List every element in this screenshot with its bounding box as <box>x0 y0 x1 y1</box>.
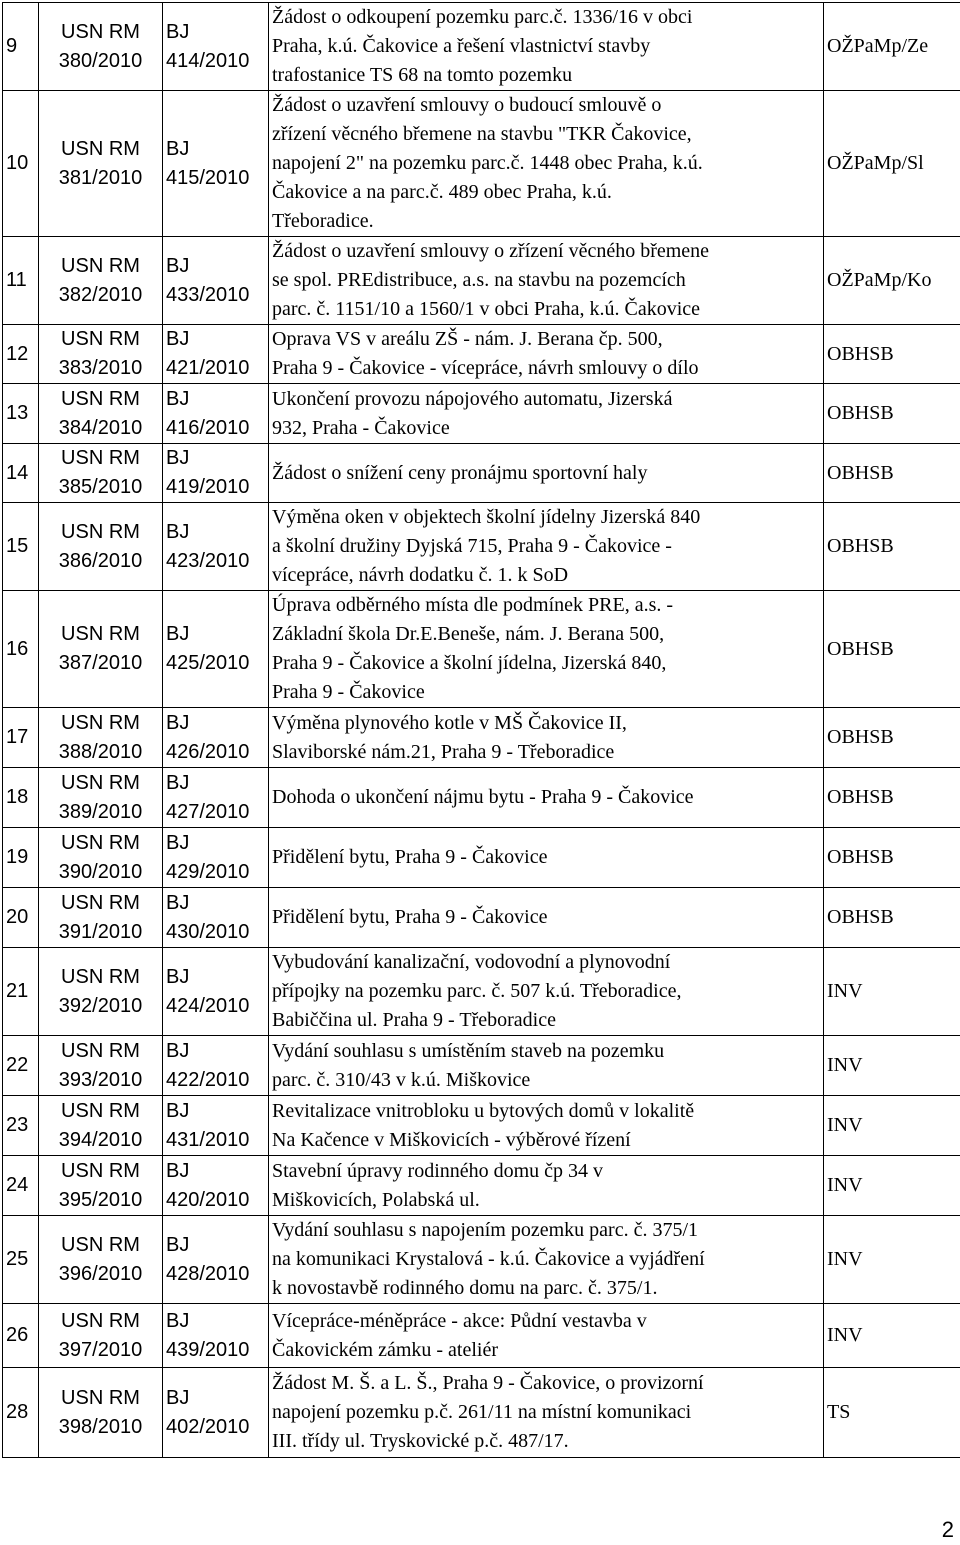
resolution-number-cell <box>39 325 163 384</box>
table-row <box>3 591 960 708</box>
resolution-number: 388/2010 <box>58 740 143 763</box>
item-description <box>269 91 824 237</box>
item-reference-cell <box>163 591 269 708</box>
department-code: INV <box>824 1156 960 1216</box>
resolution-number: 382/2010 <box>58 283 143 306</box>
description-line: Žádost o uzavření smlouvy o budoucí smlouvě o <box>272 94 662 116</box>
description-line: Čakovickém zámku - ateliér <box>272 1338 499 1361</box>
description-line: Vydání souhlasu s umístěním staveb na pozemku <box>272 1039 665 1062</box>
description-line: Základní škola Dr.E.Beneše, nám. J. Berana 500, <box>272 623 665 645</box>
reference-prefix: BJ <box>166 520 190 543</box>
resolution-number-cell <box>39 888 163 948</box>
resolution-prefix: USN RM <box>61 328 140 350</box>
table-row <box>3 503 960 591</box>
table-row <box>3 828 960 888</box>
description-line: a školní družiny Dyjská 715, Praha 9 - Čakovice - <box>272 535 672 557</box>
description-line: parc. č. 1151/10 a 1560/1 v obci Praha, k.ú. Čakovice <box>272 298 701 320</box>
item-number: 20 <box>3 888 39 948</box>
resolution-number-cell <box>39 1156 163 1216</box>
reference-prefix: BJ <box>166 20 190 43</box>
item-number: 23 <box>3 1096 39 1156</box>
resolution-number: 395/2010 <box>58 1188 143 1211</box>
table-row <box>3 768 960 828</box>
resolution-prefix: USN RM <box>61 623 140 645</box>
item-number: 19 <box>3 828 39 888</box>
resolution-number-cell <box>39 1368 163 1458</box>
reference-number: 431/2010 <box>166 1128 250 1151</box>
description-line: přípojky na pozemku parc. č. 507 k.ú. Třeboradice, <box>272 980 682 1002</box>
reference-prefix: BJ <box>166 1386 190 1409</box>
description-line: Vícepráce-méněpráce - akce: Půdní vestavba v <box>272 1309 647 1332</box>
resolution-number-cell <box>39 708 163 768</box>
table-row <box>3 3 960 91</box>
resolution-number-cell <box>39 948 163 1036</box>
reference-prefix: BJ <box>166 1309 190 1332</box>
description-line: Vybudování kanalizační, vodovodní a plynovodní <box>272 951 671 973</box>
reference-number: 423/2010 <box>166 549 250 572</box>
item-description <box>269 3 824 91</box>
resolution-number-cell <box>39 3 163 91</box>
reference-number: 415/2010 <box>166 166 250 189</box>
item-number: 24 <box>3 1156 39 1216</box>
resolution-prefix: USN RM <box>61 254 140 277</box>
description-line: Přidělení bytu, Praha 9 - Čakovice <box>272 846 548 868</box>
description-line: Slaviborské nám.21, Praha 9 - Třeboradice <box>272 740 615 763</box>
item-reference-cell <box>163 828 269 888</box>
resolution-number-cell <box>39 1096 163 1156</box>
department-code: OBHSB <box>824 708 960 768</box>
resolution-prefix: USN RM <box>61 137 140 160</box>
item-reference-cell <box>163 948 269 1036</box>
resolution-number-cell <box>39 237 163 325</box>
item-number: 12 <box>3 325 39 384</box>
item-number: 17 <box>3 708 39 768</box>
description-line: napojení 2" na pozemku parc.č. 1448 obec Praha, k.ú. <box>272 152 703 174</box>
department-code: OBHSB <box>824 768 960 828</box>
department-code: INV <box>824 1216 960 1304</box>
reference-number: 424/2010 <box>166 994 250 1017</box>
resolution-prefix: USN RM <box>61 831 140 854</box>
department-code: OBHSB <box>824 591 960 708</box>
resolution-number-cell <box>39 503 163 591</box>
description-line: se spol. PREdistribuce, a.s. na stavbu na pozemcích <box>272 269 686 291</box>
department-code: TS <box>824 1368 960 1458</box>
description-line: Na Kačence v Miškovicích - výběrové řízení <box>272 1128 631 1151</box>
item-reference-cell <box>163 237 269 325</box>
item-reference-cell <box>163 1156 269 1216</box>
item-number: 22 <box>3 1036 39 1096</box>
agenda-table-body <box>3 3 960 1458</box>
item-description <box>269 444 824 503</box>
description-line: trafostanice TS 68 na tomto pozemku <box>272 64 573 86</box>
reference-prefix: BJ <box>166 891 190 914</box>
item-number: 16 <box>3 591 39 708</box>
reference-number: 422/2010 <box>166 1068 250 1091</box>
resolution-prefix: USN RM <box>61 1233 140 1256</box>
resolution-prefix: USN RM <box>61 1039 140 1062</box>
table-row <box>3 708 960 768</box>
resolution-number-cell <box>39 1216 163 1304</box>
item-reference-cell <box>163 444 269 503</box>
item-reference-cell <box>163 325 269 384</box>
description-line: Žádost M. Š. a L. Š., Praha 9 - Čakovice, o provizorní <box>272 1372 704 1394</box>
item-description <box>269 948 824 1036</box>
description-line: k novostavbě rodinného domu na parc. č. 375/1. <box>272 1277 658 1299</box>
department-code: INV <box>824 948 960 1036</box>
item-number: 9 <box>3 3 39 91</box>
table-row <box>3 237 960 325</box>
description-line: Úprava odběrného místa dle podmínek PRE, a.s. - <box>272 594 674 616</box>
item-reference-cell <box>163 384 269 444</box>
description-line: Přidělení bytu, Praha 9 - Čakovice <box>272 906 548 928</box>
resolution-number: 392/2010 <box>58 994 143 1017</box>
reference-prefix: BJ <box>166 623 190 645</box>
resolution-number: 389/2010 <box>58 800 143 823</box>
resolution-number-cell <box>39 1304 163 1368</box>
reference-prefix: BJ <box>166 711 190 734</box>
resolution-prefix: USN RM <box>61 1099 140 1122</box>
resolution-number: 396/2010 <box>58 1262 143 1285</box>
department-code: OBHSB <box>824 384 960 444</box>
resolution-prefix: USN RM <box>61 520 140 543</box>
reference-prefix: BJ <box>166 447 190 469</box>
table-row <box>3 1036 960 1096</box>
item-number: 10 <box>3 91 39 237</box>
resolution-prefix: USN RM <box>61 771 140 794</box>
description-line: Stavební úpravy rodinného domu čp 34 v <box>272 1159 604 1182</box>
resolution-number: 397/2010 <box>58 1338 143 1361</box>
resolution-number-cell <box>39 384 163 444</box>
description-line: zřízení věcného břemene na stavbu "TKR Čakovice, <box>272 123 692 145</box>
item-reference-cell <box>163 91 269 237</box>
item-reference-cell <box>163 1216 269 1304</box>
description-line: 932, Praha - Čakovice <box>272 416 450 439</box>
table-row <box>3 948 960 1036</box>
item-reference-cell <box>163 503 269 591</box>
item-reference-cell <box>163 1304 269 1368</box>
description-line: na komunikaci Krystalová - k.ú. Čakovice a vyjádření <box>272 1248 705 1270</box>
description-line: vícepráce, návrh dodatku č. 1. k SoD <box>272 564 569 586</box>
resolution-number: 398/2010 <box>58 1415 143 1438</box>
resolution-prefix: USN RM <box>61 20 140 43</box>
description-line: Ukončení provozu nápojového automatu, Jizerská <box>272 387 673 410</box>
description-line: Babiččina ul. Praha 9 - Třeboradice <box>272 1009 556 1031</box>
description-line: Praha 9 - Čakovice <box>272 681 425 703</box>
department-code: OBHSB <box>824 325 960 384</box>
resolution-number-cell <box>39 591 163 708</box>
description-line: Vydání souhlasu s napojením pozemku parc. č. 375/1 <box>272 1219 699 1241</box>
item-reference-cell <box>163 1368 269 1458</box>
item-description <box>269 768 824 828</box>
reference-prefix: BJ <box>166 1099 190 1122</box>
description-line: Oprava VS v areálu ZŠ - nám. J. Berana čp. 500, <box>272 328 663 350</box>
reference-number: 433/2010 <box>166 283 250 306</box>
description-line: Praha 9 - Čakovice - vícepráce, návrh smlouvy o dílo <box>272 357 699 379</box>
resolution-number: 381/2010 <box>58 166 143 189</box>
item-description <box>269 1096 824 1156</box>
item-description <box>269 1036 824 1096</box>
table-row <box>3 1304 960 1368</box>
reference-prefix: BJ <box>166 1159 190 1182</box>
reference-prefix: BJ <box>166 831 190 854</box>
department-code: OBHSB <box>824 444 960 503</box>
item-number: 25 <box>3 1216 39 1304</box>
item-description <box>269 708 824 768</box>
item-number: 28 <box>3 1368 39 1458</box>
table-row <box>3 384 960 444</box>
reference-number: 419/2010 <box>166 476 250 498</box>
table-row <box>3 1156 960 1216</box>
reference-number: 414/2010 <box>166 49 250 72</box>
department-code: OŽPaMp/Sl <box>824 91 960 237</box>
description-line: Praha 9 - Čakovice a školní jídelna, Jizerská 840, <box>272 652 667 674</box>
department-code: OBHSB <box>824 828 960 888</box>
item-description <box>269 888 824 948</box>
item-number: 14 <box>3 444 39 503</box>
resolution-prefix: USN RM <box>61 891 140 914</box>
table-row <box>3 91 960 237</box>
description-line: Revitalizace vnitrobloku u bytových domů v lokalitě <box>272 1099 695 1122</box>
reference-prefix: BJ <box>166 387 190 410</box>
item-number: 26 <box>3 1304 39 1368</box>
department-code: OŽPaMp/Ko <box>824 237 960 325</box>
resolution-number: 384/2010 <box>58 416 143 439</box>
item-reference-cell <box>163 768 269 828</box>
item-description <box>269 325 824 384</box>
reference-number: 439/2010 <box>166 1338 250 1361</box>
description-line: III. třídy ul. Tryskovické p.č. 487/17. <box>272 1430 569 1452</box>
agenda-table <box>2 2 960 1458</box>
resolution-number: 385/2010 <box>58 476 143 498</box>
resolution-number: 380/2010 <box>58 49 143 72</box>
item-number: 15 <box>3 503 39 591</box>
resolution-number: 383/2010 <box>58 357 143 379</box>
description-line: parc. č. 310/43 v k.ú. Miškovice <box>272 1068 531 1091</box>
reference-number: 428/2010 <box>166 1262 250 1285</box>
department-code: INV <box>824 1304 960 1368</box>
resolution-prefix: USN RM <box>61 387 140 410</box>
description-line: Čakovice a na parc.č. 489 obec Praha, k.ú. <box>272 181 612 203</box>
table-row <box>3 325 960 384</box>
reference-number: 402/2010 <box>166 1415 250 1438</box>
item-description <box>269 828 824 888</box>
reference-prefix: BJ <box>166 137 190 160</box>
reference-number: 425/2010 <box>166 652 250 674</box>
resolution-number: 387/2010 <box>58 652 143 674</box>
reference-number: 420/2010 <box>166 1188 250 1211</box>
description-line: Žádost o snížení ceny pronájmu sportovní haly <box>272 461 648 484</box>
item-reference-cell <box>163 888 269 948</box>
reference-number: 429/2010 <box>166 860 250 883</box>
resolution-number-cell <box>39 828 163 888</box>
table-row <box>3 888 960 948</box>
description-line: Výměna oken v objektech školní jídelny Jizerská 840 <box>272 506 701 528</box>
table-row <box>3 1216 960 1304</box>
description-line: Praha, k.ú. Čakovice a řešení vlastnictví stavby <box>272 35 651 57</box>
item-reference-cell <box>163 3 269 91</box>
description-line: napojení pozemku p.č. 261/11 na místní komunikaci <box>272 1401 692 1423</box>
resolution-prefix: USN RM <box>61 1309 140 1332</box>
reference-prefix: BJ <box>166 965 190 988</box>
item-description <box>269 237 824 325</box>
item-description <box>269 1304 824 1368</box>
reference-prefix: BJ <box>166 328 190 350</box>
description-line: Výměna plynového kotle v MŠ Čakovice II, <box>272 711 627 734</box>
item-number: 11 <box>3 237 39 325</box>
resolution-prefix: USN RM <box>61 1386 140 1409</box>
table-row <box>3 1096 960 1156</box>
reference-number: 427/2010 <box>166 800 250 823</box>
item-reference-cell <box>163 1036 269 1096</box>
resolution-number-cell <box>39 768 163 828</box>
table-row <box>3 1368 960 1458</box>
table-row <box>3 444 960 503</box>
item-number: 21 <box>3 948 39 1036</box>
reference-prefix: BJ <box>166 1233 190 1256</box>
item-description <box>269 1368 824 1458</box>
description-line: Dohoda o ukončení nájmu bytu - Praha 9 - Čakovice <box>272 786 694 808</box>
description-line: Třeboradice. <box>272 210 374 232</box>
reference-prefix: BJ <box>166 1039 190 1062</box>
reference-number: 430/2010 <box>166 920 250 943</box>
reference-prefix: BJ <box>166 771 190 794</box>
item-number: 13 <box>3 384 39 444</box>
department-code: INV <box>824 1096 960 1156</box>
resolution-prefix: USN RM <box>61 447 140 469</box>
department-code: OŽPaMp/Ze <box>824 3 960 91</box>
resolution-number-cell <box>39 444 163 503</box>
item-reference-cell <box>163 1096 269 1156</box>
department-code: OBHSB <box>824 888 960 948</box>
item-description <box>269 1156 824 1216</box>
resolution-prefix: USN RM <box>61 711 140 734</box>
resolution-number: 390/2010 <box>58 860 143 883</box>
resolution-prefix: USN RM <box>61 965 140 988</box>
department-code: INV <box>824 1036 960 1096</box>
resolution-number: 393/2010 <box>58 1068 143 1091</box>
reference-number: 421/2010 <box>166 357 250 379</box>
reference-number: 426/2010 <box>166 740 250 763</box>
description-line: Žádost o uzavření smlouvy o zřízení věcného břemene <box>272 240 710 262</box>
resolution-number-cell <box>39 1036 163 1096</box>
item-description <box>269 1216 824 1304</box>
resolution-prefix: USN RM <box>61 1159 140 1182</box>
description-line: Miškovicích, Polabská ul. <box>272 1188 480 1211</box>
resolution-number: 394/2010 <box>58 1128 143 1151</box>
item-number: 18 <box>3 768 39 828</box>
resolution-number: 391/2010 <box>58 920 143 943</box>
item-description <box>269 384 824 444</box>
page-number: 2 <box>941 1517 954 1542</box>
reference-number: 416/2010 <box>166 416 250 439</box>
reference-prefix: BJ <box>166 254 190 277</box>
department-code: OBHSB <box>824 503 960 591</box>
item-description <box>269 503 824 591</box>
resolution-number-cell <box>39 91 163 237</box>
item-reference-cell <box>163 708 269 768</box>
item-description <box>269 591 824 708</box>
resolution-number: 386/2010 <box>58 549 143 572</box>
description-line: Žádost o odkoupení pozemku parc.č. 1336/16 v obci <box>272 6 693 28</box>
